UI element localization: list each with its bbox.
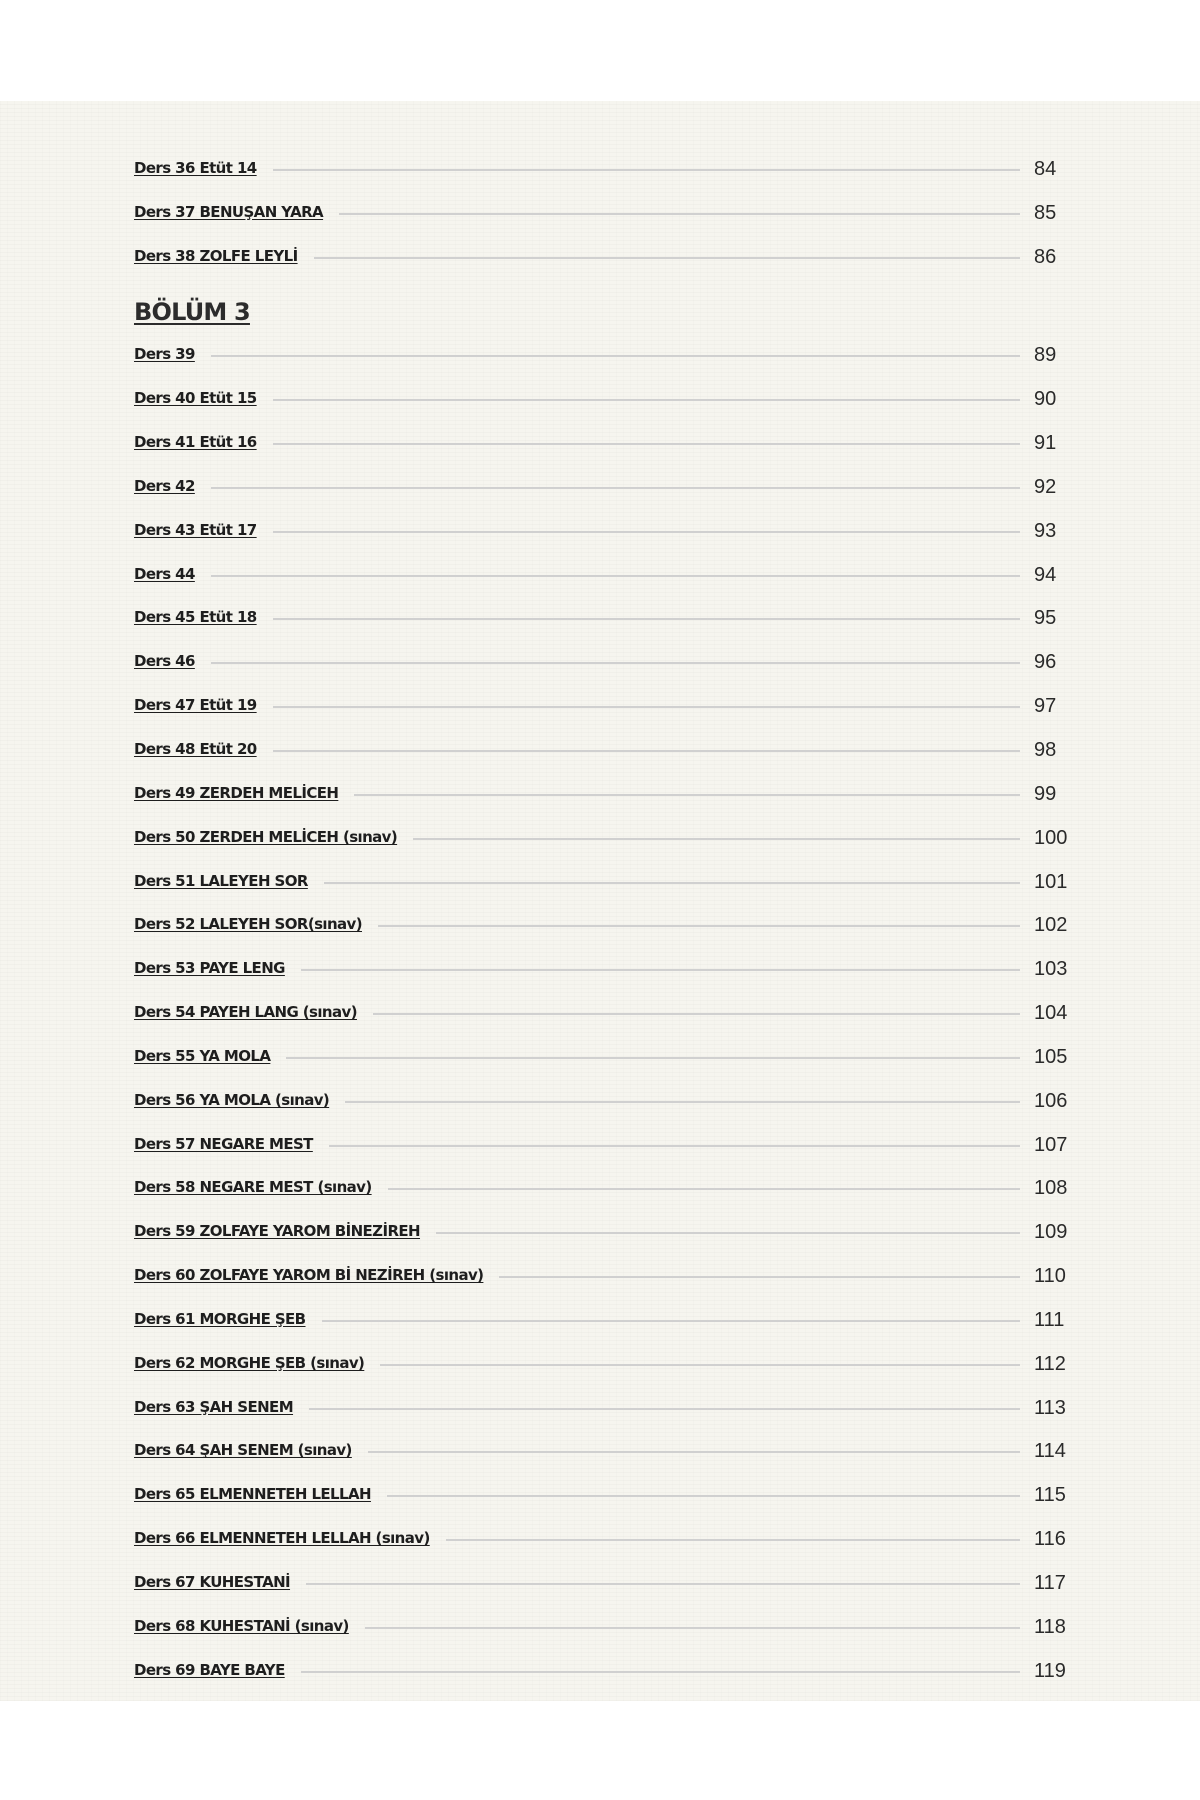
toc-leader-line xyxy=(324,882,1020,884)
toc-leader-line xyxy=(368,1451,1020,1453)
toc-entry-link[interactable]: Ders 62 MORGHE ŞEB (sınav) xyxy=(134,1353,365,1372)
toc-page-number: 89 xyxy=(1034,344,1057,367)
toc-entry-link[interactable]: Ders 47 Etüt 19 xyxy=(134,696,257,715)
toc-entry-link[interactable]: Ders 56 YA MOLA (sınav) xyxy=(134,1090,330,1109)
toc-entry-link[interactable]: Ders 59 ZOLFAYE YAROM BİNEZİREH xyxy=(134,1222,420,1241)
table-of-contents xyxy=(134,145,1068,1691)
toc-page-number: 84 xyxy=(1034,157,1057,180)
toc-leader-line xyxy=(373,1013,1020,1015)
toc-entry[interactable] xyxy=(134,1077,1068,1121)
toc-entry-link[interactable]: Ders 65 ELMENNETEH LELLAH xyxy=(134,1485,371,1504)
toc-page-number: 112 xyxy=(1034,1352,1066,1375)
toc-page-number: 107 xyxy=(1034,1133,1068,1156)
toc-leader-line xyxy=(273,399,1020,401)
toc-entry-link[interactable]: Ders 36 Etüt 14 xyxy=(134,158,257,177)
toc-entry[interactable] xyxy=(134,233,1064,277)
toc-leader-line xyxy=(273,531,1020,533)
toc-entry-link[interactable]: Ders 44 xyxy=(134,564,195,583)
toc-entry-link[interactable]: Ders 51 LALEYEH SOR xyxy=(134,871,308,890)
toc-entry-link[interactable]: Ders 64 ŞAH SENEM (sınav) xyxy=(134,1441,352,1460)
toc-entry[interactable] xyxy=(134,1165,1068,1209)
toc-page-number: 85 xyxy=(1034,201,1057,224)
toc-leader-line xyxy=(314,257,1020,259)
toc-entry-link[interactable]: Ders 43 Etüt 17 xyxy=(134,520,257,539)
toc-page-number: 109 xyxy=(1034,1221,1068,1244)
toc-entry[interactable] xyxy=(134,1515,1064,1559)
toc-entry-link[interactable]: Ders 38 ZOLFE LEYLİ xyxy=(134,246,298,265)
toc-entry[interactable] xyxy=(134,595,1064,639)
toc-entry-link[interactable]: Ders 45 Etüt 18 xyxy=(134,608,257,627)
toc-entry-link[interactable]: Ders 49 ZERDEH MELİCEH xyxy=(134,783,339,802)
toc-page-number: 103 xyxy=(1034,958,1068,981)
toc-leader-line xyxy=(413,838,1020,840)
section-title: BÖLÜM 3 xyxy=(134,297,250,326)
toc-entry-link[interactable]: Ders 61 MORGHE ŞEB xyxy=(134,1309,306,1328)
toc-leader-line xyxy=(286,1057,1020,1059)
toc-leader-line xyxy=(380,1364,1020,1366)
toc-entry-link[interactable]: Ders 50 ZERDEH MELİCEH (sınav) xyxy=(134,827,398,846)
toc-leader-line xyxy=(345,1101,1020,1103)
toc-leader-line xyxy=(499,1276,1020,1278)
toc-page-number: 91 xyxy=(1034,432,1057,455)
toc-leader-line xyxy=(378,925,1020,927)
toc-entry-link[interactable]: Ders 57 NEGARE MEST xyxy=(134,1134,313,1153)
toc-page-number: 113 xyxy=(1034,1396,1066,1419)
toc-entry[interactable] xyxy=(134,1384,1064,1428)
toc-page-number: 119 xyxy=(1034,1659,1066,1682)
toc-entry-link[interactable]: Ders 46 xyxy=(134,652,195,671)
toc-page-number: 96 xyxy=(1034,651,1057,674)
toc-leader-line xyxy=(387,1495,1020,1497)
toc-page-number: 98 xyxy=(1034,738,1057,761)
toc-entry-link[interactable]: Ders 69 BAYE BAYE xyxy=(134,1660,285,1679)
toc-page-number: 93 xyxy=(1034,519,1057,542)
toc-entry[interactable] xyxy=(134,551,1064,595)
toc-entry-link[interactable]: Ders 63 ŞAH SENEM xyxy=(134,1397,294,1416)
toc-entry[interactable] xyxy=(134,1428,1064,1472)
toc-list-after xyxy=(134,332,1068,1691)
toc-page-number: 117 xyxy=(1034,1572,1066,1594)
toc-entry-link[interactable]: Ders 48 Etüt 20 xyxy=(134,739,257,758)
toc-entry-link[interactable]: Ders 55 YA MOLA xyxy=(134,1046,271,1065)
toc-entry-link[interactable]: Ders 53 PAYE LENG xyxy=(134,959,285,978)
toc-entry-link[interactable]: Ders 58 NEGARE MEST (sınav) xyxy=(134,1178,372,1197)
toc-page-number: 105 xyxy=(1034,1045,1068,1068)
toc-page-number: 90 xyxy=(1034,388,1057,411)
toc-entry[interactable] xyxy=(134,1647,1064,1691)
toc-entry[interactable] xyxy=(134,1340,1064,1384)
toc-entry[interactable] xyxy=(134,1296,1064,1340)
toc-leader-line xyxy=(211,575,1020,577)
toc-leader-line xyxy=(388,1188,1020,1190)
toc-entry-link[interactable]: Ders 42 xyxy=(134,476,195,495)
toc-entry[interactable] xyxy=(134,989,1068,1033)
toc-entry[interactable] xyxy=(134,1121,1068,1165)
toc-leader-line xyxy=(365,1627,1020,1629)
toc-page-number: 116 xyxy=(1034,1528,1066,1551)
toc-leader-line xyxy=(322,1320,1020,1322)
toc-page-number: 92 xyxy=(1034,475,1057,498)
toc-leader-line xyxy=(273,706,1020,708)
toc-entry-link[interactable]: Ders 39 xyxy=(134,345,195,364)
toc-entry-link[interactable]: Ders 68 KUHESTANİ (sınav) xyxy=(134,1616,349,1635)
toc-page-number: 101 xyxy=(1034,870,1068,893)
toc-entry[interactable] xyxy=(134,1033,1068,1077)
toc-leader-line xyxy=(309,1408,1020,1410)
toc-leader-line xyxy=(273,750,1020,752)
toc-leader-line xyxy=(301,969,1020,971)
toc-entry[interactable] xyxy=(134,858,1068,902)
toc-leader-line xyxy=(446,1539,1020,1541)
toc-entry[interactable] xyxy=(134,419,1064,463)
toc-entry-link[interactable]: Ders 52 LALEYEH SOR(sınav) xyxy=(134,915,362,934)
toc-entry-link[interactable]: Ders 54 PAYEH LANG (sınav) xyxy=(134,1003,357,1022)
toc-page-number: 104 xyxy=(1034,1002,1068,1025)
toc-page-number: 95 xyxy=(1034,607,1057,630)
toc-entry[interactable] xyxy=(134,726,1064,770)
toc-page-number: 108 xyxy=(1034,1177,1068,1200)
toc-page-number: 114 xyxy=(1034,1440,1066,1463)
toc-page-number: 106 xyxy=(1034,1089,1068,1112)
toc-entry[interactable] xyxy=(134,463,1064,507)
toc-entry[interactable] xyxy=(134,1603,1064,1647)
toc-entry[interactable] xyxy=(134,902,1068,946)
toc-entry[interactable] xyxy=(134,638,1064,682)
toc-entry[interactable] xyxy=(134,945,1068,989)
toc-entry[interactable] xyxy=(134,770,1064,814)
toc-page-number: 102 xyxy=(1034,914,1068,937)
toc-page-number: 115 xyxy=(1034,1484,1066,1507)
toc-page-number: 111 xyxy=(1034,1308,1065,1331)
toc-leader-line xyxy=(273,618,1020,620)
toc-entry[interactable] xyxy=(134,1252,1064,1296)
toc-entry[interactable] xyxy=(134,814,1068,858)
toc-entry-link[interactable]: Ders 60 ZOLFAYE YAROM Bİ NEZİREH (sınav) xyxy=(134,1266,484,1285)
toc-leader-line xyxy=(273,169,1020,171)
toc-entry-link[interactable]: Ders 41 Etüt 16 xyxy=(134,433,257,452)
toc-leader-line xyxy=(354,794,1020,796)
toc-page-number: 99 xyxy=(1034,782,1057,805)
toc-entry-link[interactable]: Ders 67 KUHESTANİ xyxy=(134,1573,291,1591)
toc-entry[interactable] xyxy=(134,375,1064,419)
toc-leader-line xyxy=(273,443,1020,445)
toc-leader-line xyxy=(339,213,1020,215)
toc-page-number: 118 xyxy=(1034,1615,1066,1638)
toc-entry[interactable] xyxy=(134,682,1064,726)
toc-page-number: 86 xyxy=(1034,245,1057,268)
toc-leader-line xyxy=(211,355,1020,357)
toc-entry[interactable] xyxy=(134,507,1064,551)
toc-page-number: 110 xyxy=(1034,1265,1066,1288)
toc-entry-link[interactable]: Ders 40 Etüt 15 xyxy=(134,389,257,408)
section-heading xyxy=(134,277,1064,332)
toc-leader-line xyxy=(329,1145,1020,1147)
toc-list-before xyxy=(134,145,1064,277)
toc-page-number: 94 xyxy=(1034,563,1057,586)
toc-entry[interactable] xyxy=(134,189,1064,233)
toc-page-number: 97 xyxy=(1034,695,1057,718)
toc-entry[interactable] xyxy=(134,1208,1068,1252)
toc-page-number: 100 xyxy=(1034,826,1068,849)
toc-entry[interactable] xyxy=(134,1559,1064,1603)
toc-entry[interactable] xyxy=(134,332,1064,376)
toc-leader-line xyxy=(211,662,1020,664)
toc-entry[interactable] xyxy=(134,145,1064,189)
toc-leader-line xyxy=(211,487,1020,489)
toc-leader-line xyxy=(301,1671,1020,1673)
toc-entry-link[interactable]: Ders 66 ELMENNETEH LELLAH (sınav) xyxy=(134,1529,430,1548)
toc-entry-link[interactable]: Ders 37 BENUŞAN YARA xyxy=(134,202,324,221)
toc-entry[interactable] xyxy=(134,1471,1064,1515)
toc-leader-line xyxy=(306,1583,1020,1585)
toc-leader-line xyxy=(436,1232,1020,1234)
